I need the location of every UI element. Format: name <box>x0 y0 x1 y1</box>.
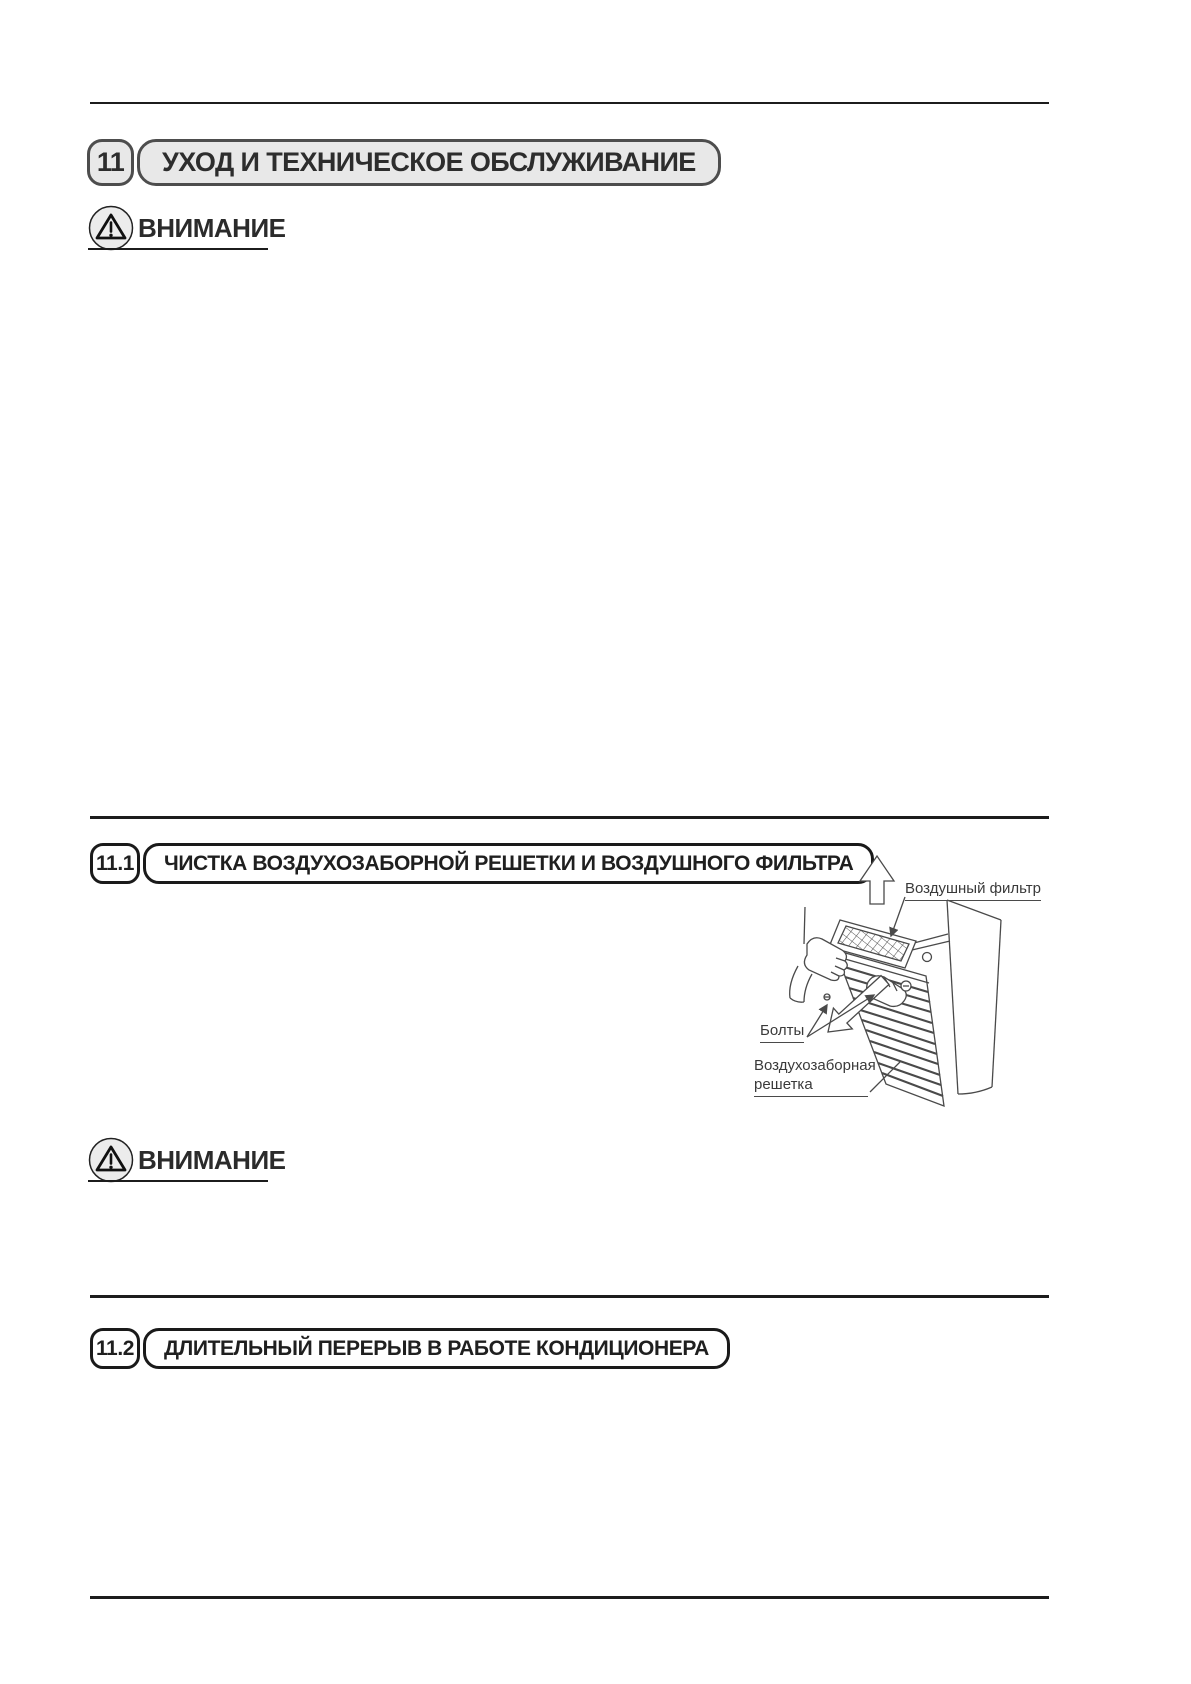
warning-triangle-icon <box>88 205 134 251</box>
warning-underline-1 <box>88 248 268 250</box>
section-11-1-number: 11.1 <box>95 851 135 875</box>
section-11-2-title-pill <box>143 1328 730 1369</box>
top-rule <box>90 102 1049 104</box>
chapter-number-badge <box>87 139 134 186</box>
figure-label-air-filter: Воздушный фильтр <box>905 879 1041 901</box>
warning-label-1: ВНИМАНИЕ <box>138 212 286 243</box>
section-11-1-badge <box>90 843 140 884</box>
figure-label-bolts: Болты <box>760 1021 804 1043</box>
section-11-1-title: ЧИСТКА ВОЗДУХОЗАБОРНОЙ РЕШЕТКИ И ВОЗДУШНОГО ФИЛЬТРА <box>164 851 854 875</box>
bottom-rule <box>90 1596 1049 1599</box>
section-11-2-number: 11.2 <box>95 1336 135 1360</box>
figure-label-intake-grille <box>754 1056 876 1097</box>
chapter-title: УХОД И ТЕХНИЧЕСКОЕ ОБСЛУЖИВАНИЕ <box>162 147 696 177</box>
section-rule-1 <box>90 816 1049 819</box>
warning-label-2: ВНИМАНИЕ <box>138 1144 286 1175</box>
warning-triangle-icon <box>88 1137 134 1183</box>
chapter-number: 11 <box>96 147 125 177</box>
section-rule-2 <box>90 1295 1049 1298</box>
section-11-2-title: ДЛИТЕЛЬНЫЙ ПЕРЕРЫВ В РАБОТЕ КОНДИЦИОНЕРА <box>164 1336 709 1360</box>
figure-label-intake-grille-line1: Воздухозаборная <box>754 1057 876 1074</box>
warning-underline-2 <box>88 1180 268 1182</box>
figure-label-intake-grille-line2: решетка <box>754 1076 813 1093</box>
chapter-title-pill <box>137 139 721 186</box>
section-11-2-badge <box>90 1328 140 1369</box>
